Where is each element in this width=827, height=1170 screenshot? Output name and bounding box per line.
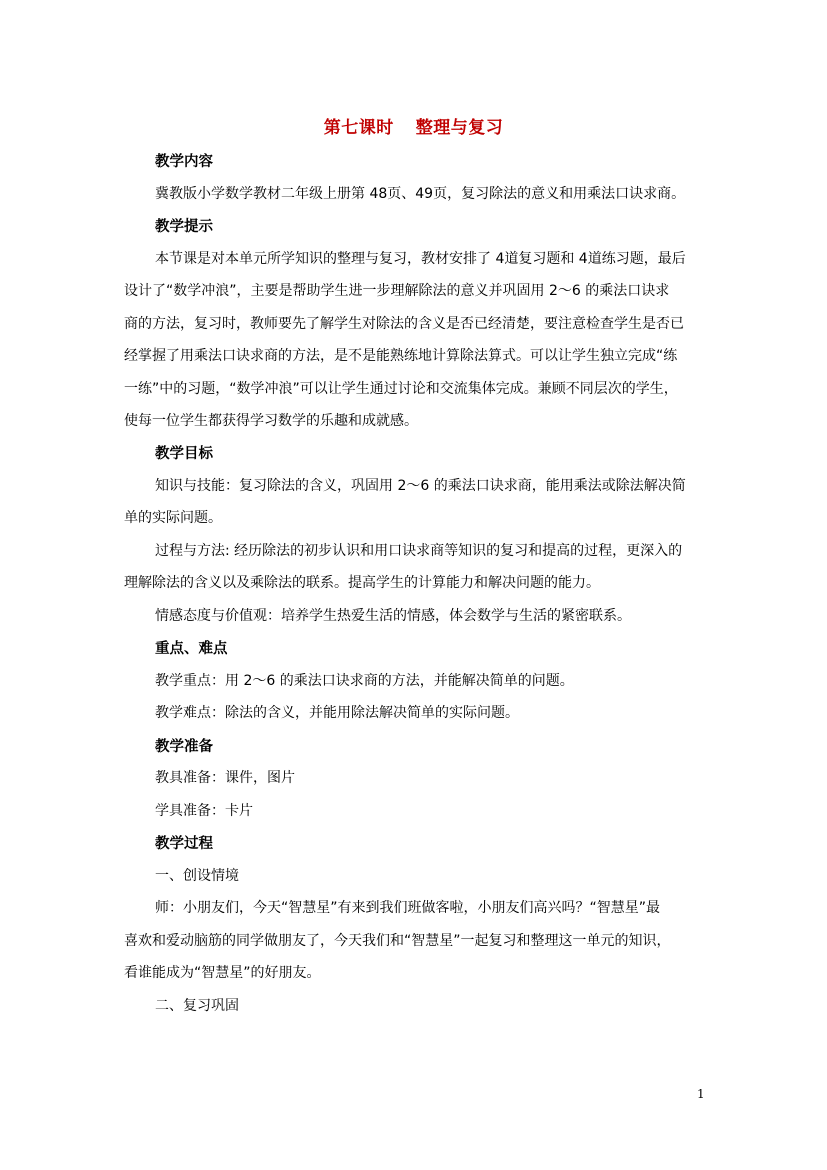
hint-line-3: 商的方法，复习时，教师要先了解学生对除法的含义是否已经清楚，要注意检查学生是否已 [124, 316, 684, 332]
goal-knowledge-line-1: 知识与技能：复习除法的含义，巩固用 2～6 的乘法口诀求商，能用乘法或除法解决简 [155, 478, 686, 494]
teacher-line-2: 喜欢和爱动脑筋的同学做朋友了，今天我们和“智慧星”一起复习和整理这一单元的知识， [124, 933, 671, 949]
goal-emotion: 情感态度与价值观：培养学生热爱生活的情感，体会数学与生活的紧密联系。 [155, 608, 631, 624]
heading-process: 教学过程 [155, 836, 213, 852]
content-text: 冀教版小学数学教材二年级上册第 48页、49页，复习除法的意义和用乘法口诀求商。 [155, 186, 686, 202]
heading-goals: 教学目标 [155, 446, 213, 462]
title-part2: 整理与复习 [415, 118, 504, 138]
title-part1: 第七课时 [323, 118, 394, 138]
page-number: 1 [697, 1087, 705, 1101]
hint-line-2: 设计了“数学冲浪”，主要是帮助学生进一步理解除法的意义并巩固用 2～6 的乘法口诀求 [124, 283, 670, 299]
teacher-line-1: 师：小朋友们，今天“智慧星”有来到我们班做客啦，小朋友们高兴吗？“智慧星”最 [155, 900, 661, 916]
prep-student: 学具准备：卡片 [155, 803, 253, 819]
step-1: 一、创设情境 [155, 868, 239, 884]
goal-process-line-2: 理解除法的含义以及乘除法的联系。提高学生的计算能力和解决问题的能力。 [124, 575, 600, 591]
hint-line-5: 一练”中的习题，“数学冲浪”可以让学生通过讨论和交流集体完成。兼顾不同层次的学生， [124, 381, 678, 397]
hint-line-1: 本节课是对本单元所学知识的整理与复习，教材安排了 4道复习题和 4道练习题，最后 [155, 251, 686, 267]
heading-content: 教学内容 [155, 154, 213, 170]
prep-teacher: 教具准备：课件，图片 [155, 770, 295, 786]
hint-line-4: 经掌握了用乘法口诀求商的方法，是不是能熟练地计算除法算式。可以让学生独立完成“练 [124, 348, 678, 364]
heading-key-points: 重点、难点 [155, 641, 228, 657]
key-point: 教学重点：用 2～6 的乘法口诀求商的方法，并能解决简单的问题。 [155, 673, 574, 689]
lesson-title [0, 113, 827, 138]
heading-preparation: 教学准备 [155, 739, 213, 755]
difficulty: 教学难点：除法的含义，并能用除法解决简单的实际问题。 [155, 705, 519, 721]
teacher-line-3: 看谁能成为“智慧星”的好朋友。 [124, 965, 321, 981]
hint-line-6: 使每一位学生都获得学习数学的乐趣和成就感。 [124, 413, 418, 429]
heading-hint: 教学提示 [155, 219, 213, 235]
goal-knowledge-line-2: 单的实际问题。 [124, 510, 222, 526]
step-2: 二、复习巩固 [155, 998, 239, 1014]
goal-process-line-1: 过程与方法: 经历除法的初步认识和用口诀求商等知识的复习和提高的过程，更深入的 [155, 543, 683, 559]
